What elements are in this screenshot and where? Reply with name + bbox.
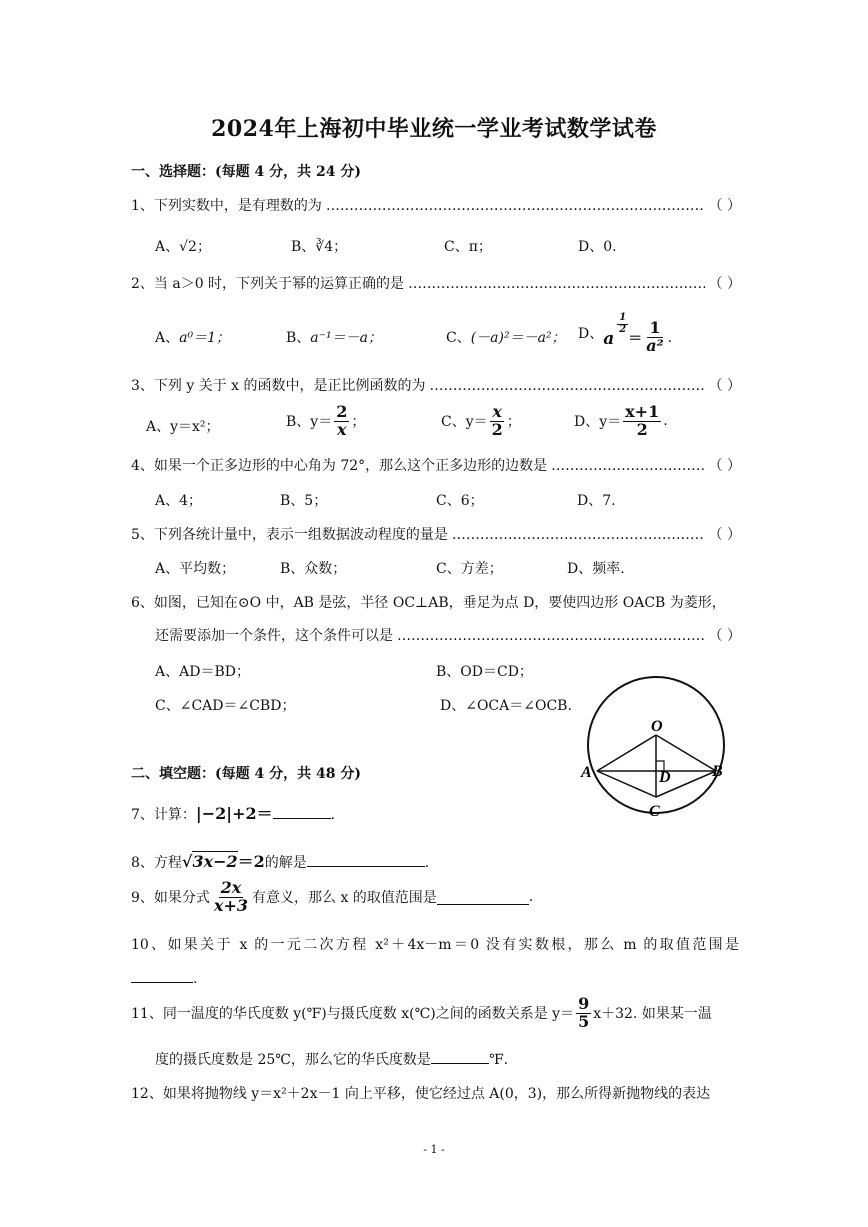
exp-numerator: 1 [619,312,627,324]
answer-bracket: （ ） [708,276,741,292]
label-b: B [712,763,723,780]
fraction [644,312,665,355]
q2-option-d [578,312,672,355]
numerator: 1 [649,318,661,337]
semicolon: ； [351,414,366,431]
option-lead: B、y＝ [286,414,333,431]
page-title: 2024年上海初中毕业统一学业考试数学试卷 [211,116,657,142]
option-letter: A、 [155,330,180,346]
q3-option-c [441,404,521,439]
answer-blank [307,852,425,867]
period: . [667,330,673,347]
answer-bracket: （ ） [708,198,741,214]
q6-option-d: D、∠OCA＝∠OCB. [440,698,572,714]
question-9 [131,880,533,915]
leader-dots [397,628,705,644]
q5-option-c: C、方差； [436,561,503,577]
numerator: 2 [336,402,348,421]
q3-option-d [574,404,668,439]
denominator: x [337,419,347,439]
q6-option-a: A、AD＝BD； [155,664,250,680]
equation-rhs: ＝2 [237,852,265,871]
period: . [424,855,430,871]
question-6-text: 还需要添加一个条件，这个条件可以是 [155,628,393,644]
question-12-line-1: 12、如果将抛物线 y＝x²＋2x－1 向上平移，使它经过点 A(0，3)，那么所得新抛物线的表达 [131,1086,711,1102]
leader-dots [408,276,704,292]
question-11-line-1 [131,996,712,1031]
question-5 [131,524,741,544]
semicolon: ； [506,414,521,431]
fraction [576,996,591,1031]
numerator: x [492,402,502,421]
question-11-line-2 [155,1049,508,1069]
question-2 [131,273,741,293]
question-2-text: 2、当 a＞0 时，下列关于幂的运算正确的是 [131,276,405,292]
answer-bracket: （ ） [708,628,741,644]
option-letter: D、 [578,326,604,343]
fraction [334,404,349,439]
label-c: C [649,803,660,820]
question-10-line-1: 10、如果关于 x 的一元二次方程 x²＋4x－m＝0 没有实数根，那么 m 的取值范围是 [131,937,739,953]
option-letter: C、 [446,330,471,346]
option-lead: C、y＝ [441,414,488,431]
question-7-math: |−2|+2＝ [195,804,273,823]
exp-denominator: 2 [619,323,627,335]
fraction-exponent [617,313,628,335]
answer-bracket: （ ） [708,458,741,474]
question-8: 8、方程√3x−2＝2的解是 . [131,852,430,871]
option-math: a⁻¹＝－a； [310,330,382,346]
denominator: 2 [491,419,503,439]
question-7-text: 7、计算： [131,807,196,823]
segment-ac [597,771,656,797]
leader-dots [326,198,705,214]
period: . [528,889,534,906]
q3-option-b [286,404,365,439]
section-heading-choice: 一、选择题：(每题 4 分，共 24 分) [131,164,361,180]
label-a: A [581,764,592,781]
fraction [490,404,505,439]
label-d: D [659,769,671,786]
numerator: x+1 [625,402,660,421]
question-4-text: 4、如果一个正多边形的中心角为 72°，那么这个正多边形的边数是 [131,458,548,474]
label-o: O [651,718,663,735]
q5-option-d: D、频率. [567,561,625,577]
section-heading-fill: 二、填空题：(每题 4 分，共 48 分) [131,766,361,782]
question-9-text: 9、如果分式 [131,890,210,907]
q2-option-c [446,327,566,347]
q3-option-a: A、y＝x²； [146,419,220,435]
denominator: a² [646,335,664,355]
q2-option-a [155,327,230,347]
question-11-text-2: x＋32. 如果某一温 [593,1006,712,1023]
answer-blank [273,804,331,819]
question-6-line-2 [155,625,741,645]
fraction [623,404,661,439]
q1-option-d: D、0. [578,239,617,255]
q1-option-c: C、π； [444,239,492,255]
numerator: 9 [578,994,590,1013]
question-8-text: 8、方程 [131,855,182,871]
question-3-text: 3、下列 y 关于 x 的函数中，是正比例函数的为 [131,378,426,394]
q1-option-b: B、∛4； [291,239,348,255]
question-1-text: 1、下列实数中，是有理数的为 [131,198,322,214]
denominator: x+3 [213,895,248,915]
radicand: 3x−2 [192,852,238,871]
question-9-text-2: 有意义，那么 x 的取值范围是 [252,890,437,907]
q5-option-b: B、众数； [280,561,347,577]
page-number: - 1 - [423,1143,445,1156]
q5-option-a: A、平均数； [155,561,236,577]
option-math: a⁰＝1； [179,330,230,346]
question-5-text: 5、下列各统计量中，表示一组数据波动程度的量是 [131,527,448,543]
question-6-line-1: 6、如图，已知在⊙O 中，AB 是弦，半径 OC⊥AB，垂足为点 D，要使四边形 OACB 为菱形， [131,595,726,611]
period: . [663,413,668,430]
circle-rhombus-figure [575,650,745,830]
leader-dots [452,527,705,543]
option-letter: B、 [286,330,311,346]
segment-oa [597,735,656,771]
option-math: (－a)²＝－a²； [470,330,566,346]
answer-blank [131,968,193,983]
question-8-text-2: 的解是 [264,855,307,871]
base: a [603,329,615,350]
denominator: 2 [636,419,648,439]
segment-ob [656,735,716,771]
question-4 [131,455,741,475]
answer-blank [431,1049,489,1064]
question-10-line-2 [131,968,197,987]
question-11-text: 11、同一温度的华氏度数 y(℉)与摄氏度数 x(℃)之间的函数关系是 y＝ [131,1006,575,1023]
question-7 [131,801,335,824]
fraction [212,880,250,915]
leader-dots [430,378,705,394]
answer-blank [437,890,529,905]
q4-option-b: B、5； [280,493,328,509]
numerator: 2x [220,878,242,897]
q4-option-c: C、6； [436,493,484,509]
q4-option-a: A、4； [155,493,203,509]
question-11-text-3: 度的摄氏度数是 25℃，那么它的华氏度数是 [155,1052,431,1068]
question-1 [131,195,741,215]
q6-option-b: B、OD＝CD； [436,664,533,680]
q1-option-a: A、√2； [155,239,211,255]
option-lead: D、y＝ [574,414,622,431]
q6-option-c: C、∠CAD＝∠CBD； [155,698,296,714]
period: . [330,807,336,823]
q2-option-b [286,327,382,347]
question-3 [131,375,741,395]
unit: ℉. [488,1052,509,1068]
leader-dots [551,458,704,474]
denominator: 5 [578,1011,590,1031]
answer-bracket: （ ） [708,527,741,543]
power-base [603,312,627,350]
equals-sign: ＝ [628,331,643,348]
q4-option-d: D、7. [577,493,616,509]
answer-bracket: （ ） [708,378,741,394]
period: . [193,971,198,987]
